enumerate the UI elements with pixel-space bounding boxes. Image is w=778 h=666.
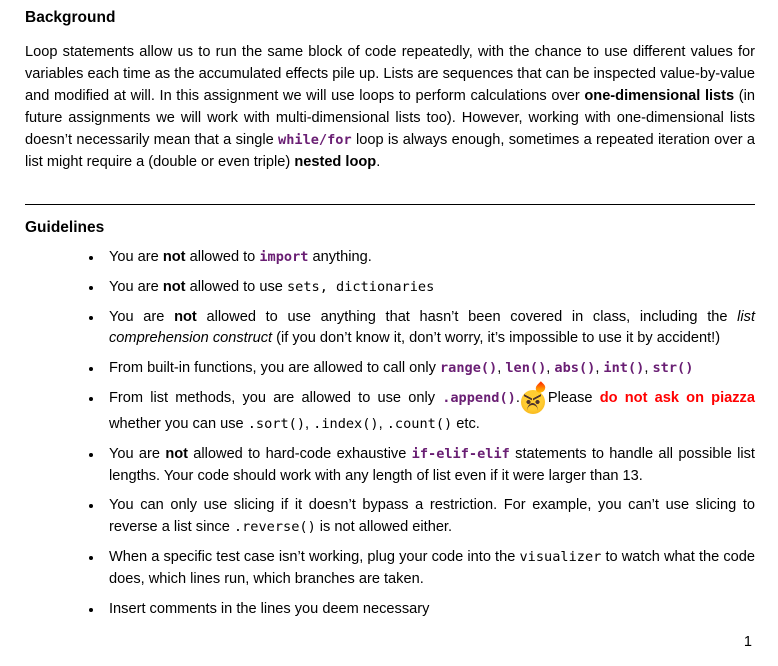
text-run: .sort() [247,415,306,432]
text-run: .reverse() [233,519,316,536]
text-run: abs() [554,360,596,377]
guidelines-heading: Guidelines [25,219,105,236]
text-run: , [546,360,555,377]
text-run: You are [109,308,175,325]
text-run: . [376,154,381,170]
guideline-item [103,495,755,539]
background-heading: Background [25,9,116,26]
text-run: (if you don’t know it, don’t worry, it’s impossible to use it by accident!) [272,330,721,347]
text-run: while/for [278,132,352,148]
text-run: list comprehension construct [109,308,755,347]
text-run: one-dimensional lists [584,88,735,104]
text-run: whether you can use [109,415,248,432]
text-run: You can only use slicing if it doesn’t bypass a restriction. For example, you can’t use slicing to reverse a list since [109,497,755,536]
guideline-item [103,444,755,488]
text-run: not [162,249,186,265]
text-run: int() [603,360,645,377]
text-run: From list methods, you are allowed to use only [109,389,443,406]
text-run: allowed to use [185,278,287,295]
text-run: statements to handle all possible list lengths. Your code should work with any length of list even if it were larger than 13. [109,445,755,484]
text-run: str() [652,360,694,377]
text-run: len() [505,360,547,377]
text-run: not [162,278,186,295]
text-run: , [305,415,314,432]
text-run: Insert comments in the lines you deem necessary [109,600,430,617]
text-run: When a specific test case isn’t working, plug your code into the [109,548,520,565]
text-run: .append() [442,389,516,406]
text-run: nested loop [294,154,377,170]
text-run: , [644,360,653,377]
text-run: , [378,415,387,432]
background-paragraph [25,41,755,173]
guideline-item [103,599,755,621]
text-run: etc. [452,415,480,432]
text-run: import [259,249,309,265]
text-run: range() [439,360,498,377]
guideline-item [103,388,755,436]
text-run: is not allowed either. [315,519,453,536]
text-run: do not ask on piazza [599,389,755,406]
text-run: Loop statements allow us to run the same block of code repeatedly, with the chance to use different values for variables each time as the accumulated effects pile up. Lists are sequences that can be inspected value-by-value and modified at will. In this assignment we will use loops to perform calculations over [25,44,755,104]
text-run: loop is always enough, sometimes a repeated iteration over a list might require a (double or even triple) [25,132,755,170]
text-run: From built-in functions, you are allowed to call only [109,360,440,377]
guideline-item [103,307,755,351]
text-run: if-elif-elif [411,445,510,462]
text-run: .count() [386,415,453,432]
text-run: allowed to [185,249,260,265]
text-run: anything. [308,249,372,265]
guideline-item [103,358,755,380]
text-run: . [515,389,520,406]
page-number: 1 [743,634,752,650]
text-run: (in future assignments we will work with multi-dimensional lists too). However, working with one-dimensional lists doesn’t necessarily mean that a single [25,88,755,148]
guideline-item [103,547,755,591]
angry-face-with-flame-emoji [521,390,545,414]
text-run: allowed to hard-code exhaustive [188,445,412,462]
text-run: .index() [313,415,379,432]
text-run: You are [109,249,163,265]
text-run: You are [109,278,163,295]
text-run: You are [109,445,166,462]
text-run: not [165,445,189,462]
text-run: visualizer [519,548,602,565]
guidelines-list [25,247,755,620]
text-run: , [497,360,506,377]
text-run: sets, dictionaries [286,278,435,295]
text-run: Please [547,389,600,406]
guideline-item [103,277,755,299]
guideline-item [103,247,755,269]
text-run: not [174,308,197,325]
text-run: to watch what the code does, which lines run, which branches are taken. [109,548,755,587]
text-run: , [595,360,604,377]
section-divider [25,204,755,205]
text-run: allowed to use anything that hasn’t been covered in class, including the [196,308,738,325]
